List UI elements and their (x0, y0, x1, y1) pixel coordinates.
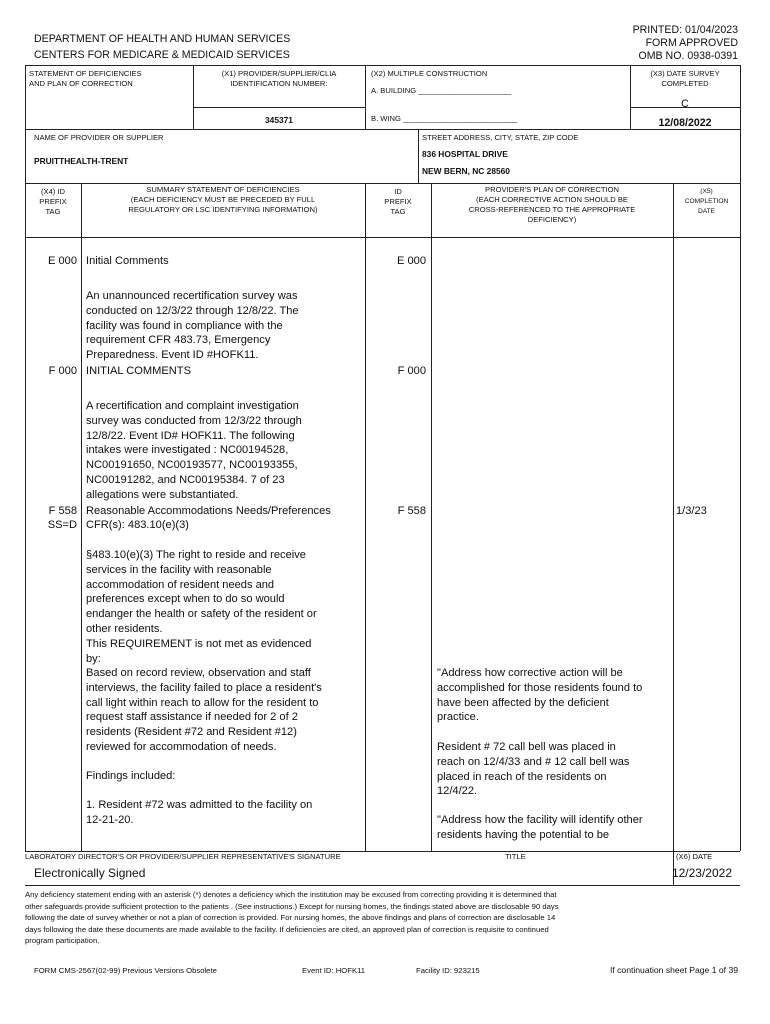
agency-line-2: CENTERS FOR MEDICARE & MEDICAID SERVICES (34, 49, 290, 61)
f558-title: Reasonable Accommodations Needs/Preferences (86, 505, 331, 517)
id-tag-e000: E 000 (397, 255, 426, 267)
form-approved: FORM APPROVED (645, 37, 738, 49)
electronic-signature: Electronically Signed (34, 866, 146, 880)
plan-header: PROVIDER'S PLAN OF CORRECTION (EACH CORRECTIVE ACTION SHOULD BE CROSS-REFERENCED TO THE APPROPRIATE DEFICIENCY) (468, 185, 636, 224)
printed-date: PRINTED: 01/04/2023 (632, 24, 738, 36)
x4-header: (X4) ID PREFIX TAG (39, 187, 67, 216)
frame-right-line (740, 65, 741, 851)
column-divider (673, 183, 674, 851)
divider (25, 885, 740, 886)
x2-label: (X2) MULTIPLE CONSTRUCTION (371, 69, 488, 78)
date-label: (X6) DATE (676, 852, 713, 861)
f000-title: INITIAL COMMENTS (86, 365, 191, 377)
survey-date: 12/08/2022 (658, 117, 712, 129)
signature-date: 12/23/2022 (671, 866, 732, 880)
provider-number: 345371 (265, 115, 293, 125)
agency-line-1: DEPARTMENT OF HEALTH AND HUMAN SERVICES (34, 33, 291, 45)
divider (365, 65, 366, 129)
tag-e000: E 000 (48, 255, 77, 267)
id-tag-f000: F 000 (397, 365, 426, 377)
column-divider (431, 183, 432, 851)
findings-included: Findings included: (86, 770, 176, 782)
x1-label: (X1) PROVIDER/SUPPLIER/CLIA IDENTIFICATION NUMBER: (221, 69, 337, 88)
e000-text: An unannounced recertification survey was conducted on 12/3/22 through 12/8/22. The facility was found in compliance with the requirement CFR 483.73, Emergency Preparedness. Event ID #HOFK11. (86, 290, 299, 362)
page-number: If continuation sheet Page 1 of 39 (609, 965, 738, 975)
provider-name-label: NAME OF PROVIDER OR SUPPLIER (34, 133, 164, 142)
e000-title: Initial Comments (86, 255, 169, 267)
tag-f558: F 558 (48, 505, 77, 517)
provider-name: PRUITTHEALTH-TRENT (34, 156, 129, 166)
f000-text: A recertification and complaint investigation survey was conducted from 12/3/22 through 12/8/22. Event ID# HOFK11. The following intakes were investigated : NC00194528, NC00191650, NC00193577, NC00193355, NC00191282, and NC00195384. 7 of 23 allegations were substantiated. (86, 400, 302, 501)
facility-id: Facility ID: 923215 (416, 966, 480, 975)
plan-call-bell: Resident # 72 call bell was placed in reach on 12/4/33 and # 12 call bell was placed in reach of the residents on 12/4/22. (437, 741, 630, 798)
resident-72-text: 1. Resident #72 was admitted to the facility on 12-21-20. (86, 799, 313, 826)
event-id: Event ID: HOFK11 (302, 966, 366, 975)
address-label: STREET ADDRESS, CITY, STATE, ZIP CODE (422, 133, 579, 142)
frame-top-line (25, 65, 740, 66)
column-divider (81, 183, 82, 851)
omb-number: OMB NO. 0938-0391 (638, 50, 738, 62)
f558-findings: Based on record review, observation and staff interviews, the facility failed to place a resident's call light within reach to allow for the resident to request staff assistance if needed for 2 of 2 residents (Resident #72 and Resident #12) reviewed for accommodation of needs. (86, 667, 322, 753)
divider (193, 107, 365, 108)
divider (25, 183, 740, 184)
plan-corrective-action: "Address how corrective action will be accomplished for those residents found to have been affected by the deficient practice. (437, 667, 643, 724)
signature-label: LABORATORY DIRECTOR'S OR PROVIDER/SUPPLIER REPRESENTATIVE'S SIGNATURE (25, 852, 341, 861)
summary-header: SUMMARY STATEMENT OF DEFICIENCIES (EACH DEFICIENCY MUST BE PRECEDED BY FULL REGULATORY OR LSC IDENTIFYING INFORMATION) (128, 185, 318, 214)
city-state-zip: NEW BERN, NC 28560 (422, 166, 510, 176)
completion-date: 1/3/23 (676, 505, 707, 517)
wing-label: B. WING ___________________________ (371, 114, 518, 123)
tag-f000: F 000 (48, 365, 77, 377)
x3-label: (X3) DATE SURVEY COMPLETED (650, 69, 720, 88)
street-address: 836 HOSPITAL DRIVE (422, 149, 508, 159)
f558-regulation: §483.10(e)(3) The right to reside and receive services in the facility with reasonable accommodation of resident needs and preferences except when to do so would endanger the health or safety of the resident or other residents. This REQUIREMENT is not met as evidenced by: (86, 549, 317, 665)
plan-identify-others: "Address how the facility will identify other residents having the potential to be (437, 814, 643, 841)
divider (418, 129, 419, 183)
scope-severity: SS=D (47, 519, 77, 531)
building-label: A. BUILDING ______________________ (371, 86, 512, 95)
form-number: FORM CMS-2567(02-99) Previous Versions Obsolete (34, 966, 217, 975)
survey-code: C (681, 98, 689, 110)
divider (25, 237, 740, 238)
id-tag-f558: F 558 (397, 505, 426, 517)
disclaimer-text: Any deficiency statement ending with an asterisk (*) denotes a deficiency which the institution may be excused from correcting providing it is determined that other safeguards provide sufficient protection to the patients . (See instructions.) Except for nursing homes, the findings stated above are disclosable 90 days following the date of survey whether or not a plan of correction is provided. For nursing homes, the above findings and plans of correction are disclosable 14 days following the date these documents are made available to the facility. If deficiencies are cited, an approved plan of correction is requisite to continued program participation. (25, 890, 559, 945)
statement-label: STATEMENT OF DEFICIENCIES AND PLAN OF CORRECTION (29, 69, 142, 88)
f558-cfr: CFR(s): 483.10(e)(3) (86, 519, 189, 531)
id-header: ID PREFIX TAG (384, 187, 412, 216)
x5-header: (X5) COMPLETION DATE (684, 188, 729, 215)
title-label: TITLE (505, 852, 526, 861)
